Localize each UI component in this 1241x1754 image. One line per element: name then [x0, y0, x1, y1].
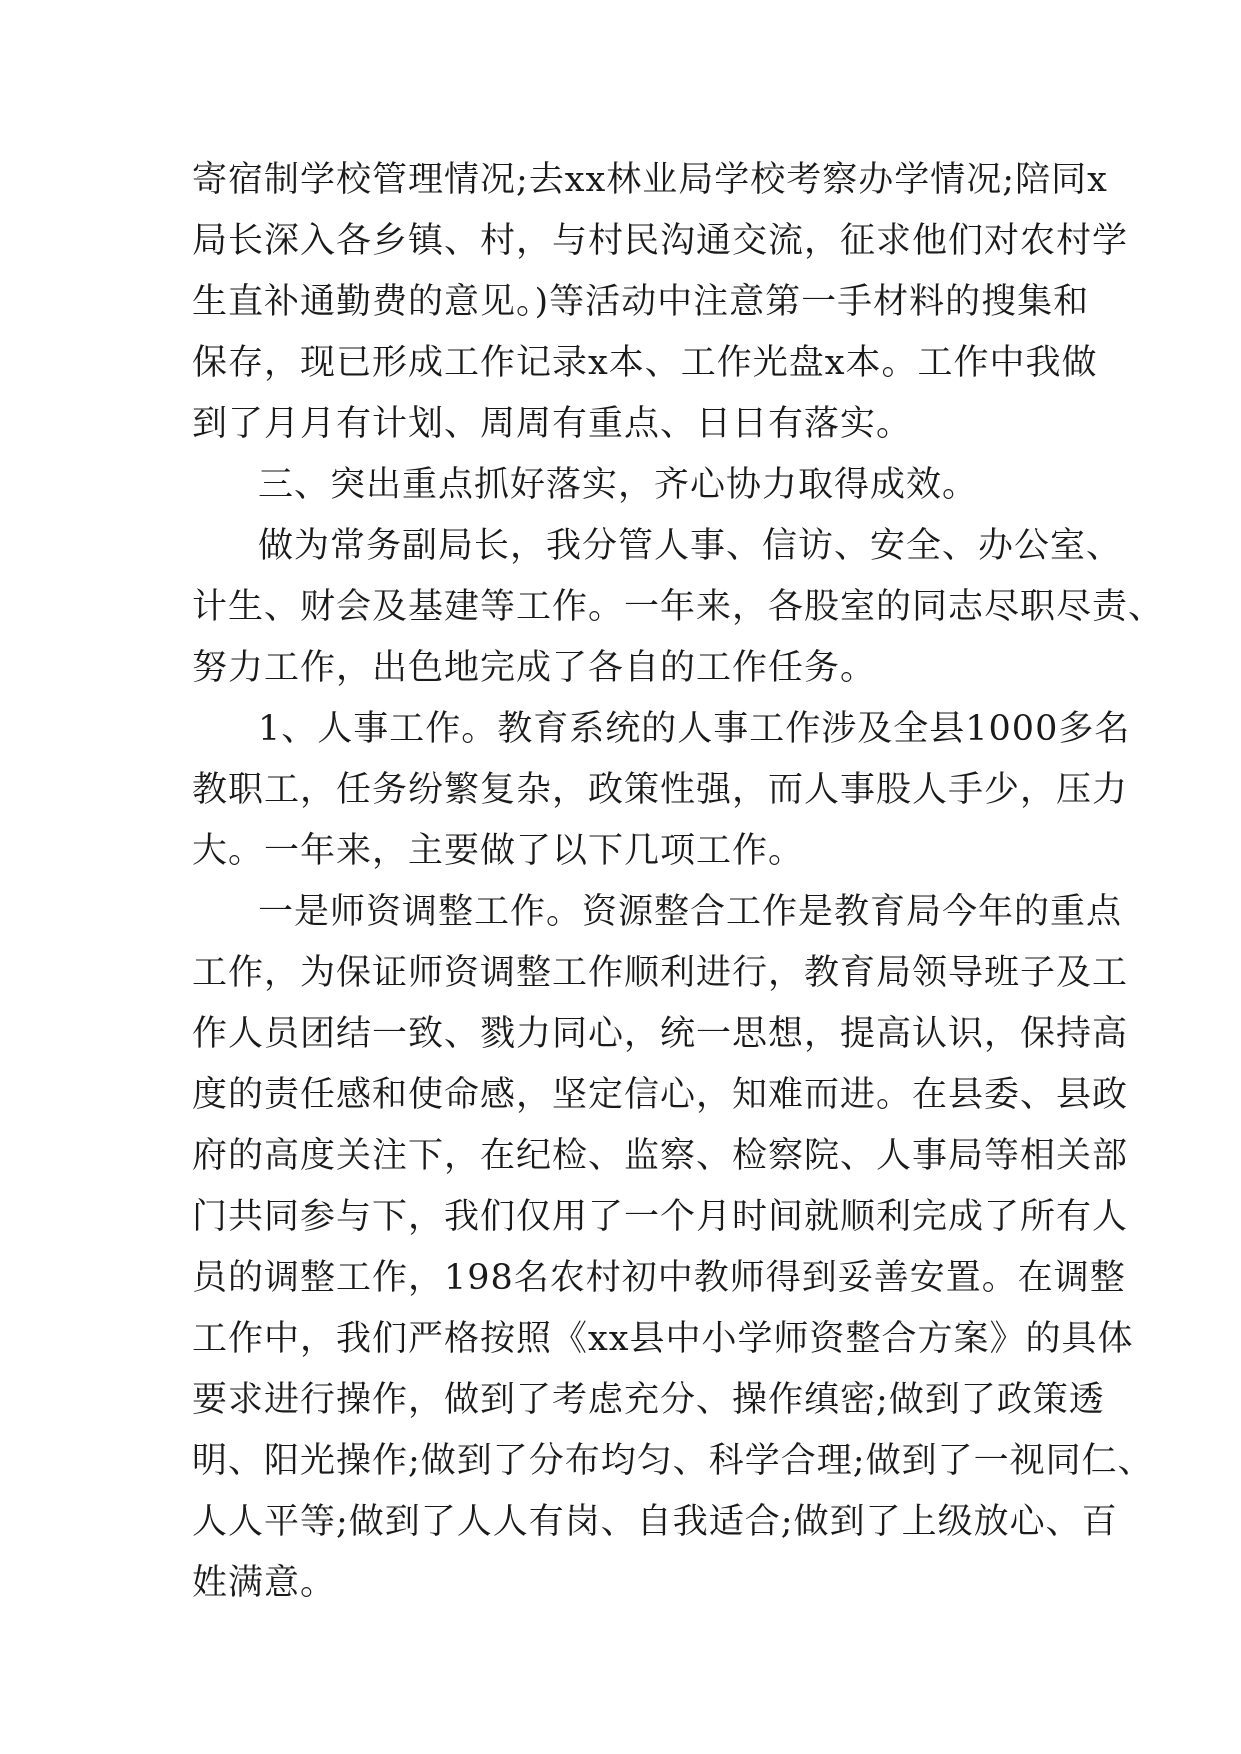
text-line: 局长深入各乡镇、村，与村民沟通交流，征求他们对农村学: [192, 221, 1129, 261]
text-line: 计生、财会及基建等工作。一年来，各股室的同志尽职尽责、: [192, 587, 1165, 627]
text-line: 府的高度关注下，在纪检、监察、检察院、人事局等相关部: [192, 1136, 1129, 1176]
text-line: 姓满意。: [192, 1563, 337, 1603]
paragraph-start-line: 做为常务副局长，我分管人事、信访、安全、办公室、: [258, 526, 1123, 566]
text-line: 寄宿制学校管理情况;去xx林业局学校考察办学情况;陪同x: [192, 160, 1108, 200]
text-line: 明、阳光操作;做到了分布均匀、科学合理;做到了一视同仁、: [192, 1441, 1154, 1481]
text-line: 员的调整工作，198名农村初中教师得到妥善安置。在调整: [192, 1258, 1126, 1298]
text-line: 门共同参与下，我们仅用了一个月时间就顺利完成了所有人: [192, 1197, 1129, 1237]
text-line: 努力工作，出色地完成了各自的工作任务。: [192, 648, 877, 688]
paragraph-start-line: 1、人事工作。教育系统的人事工作涉及全县1000多名: [258, 709, 1131, 749]
document-body: [192, 150, 1165, 1614]
text-line: 度的责任感和使命感，坚定信心，知难而进。在县委、县政: [192, 1075, 1129, 1115]
text-line: 大。一年来，主要做了以下几项工作。: [192, 831, 805, 871]
text-line: 工作中，我们严格按照《xx县中小学师资整合方案》的具体: [192, 1319, 1134, 1359]
text-line: 作人员团结一致、戮力同心，统一思想，提高认识，保持高: [192, 1014, 1129, 1054]
text-line: 教职工，任务纷繁复杂，政策性强，而人事股人手少，压力: [192, 770, 1129, 810]
paragraph-start-line: 一是师资调整工作。资源整合工作是教育局今年的重点: [258, 892, 1123, 932]
text-line: 人人平等;做到了人人有岗、自我适合;做到了上级放心、百: [192, 1502, 1118, 1542]
section-heading: 三、突出重点抓好落实，齐心协力取得成效。: [258, 465, 979, 505]
text-line: 生直补通勤费的意见。)等活动中注意第一手材料的搜集和: [192, 282, 1090, 322]
text-line: 工作，为保证师资调整工作顺利进行，教育局领导班子及工: [192, 953, 1129, 993]
text-line: 保存，现已形成工作记录x本、工作光盘x本。工作中我做: [192, 343, 1098, 383]
text-line: 到了月月有计划、周周有重点、日日有落实。: [192, 404, 913, 444]
text-line: 要求进行操作，做到了考虑充分、操作缜密;做到了政策透: [192, 1380, 1105, 1420]
